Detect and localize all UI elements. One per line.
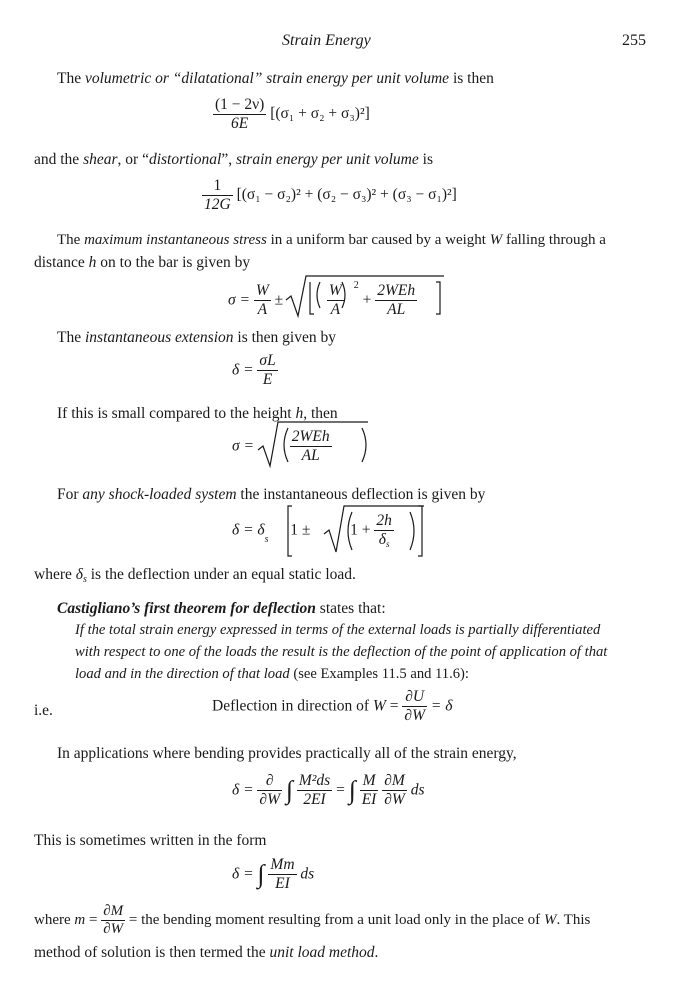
one-plus: 1 + <box>350 521 371 539</box>
castigliano-line-3 <box>75 663 469 686</box>
radical-sign <box>258 420 370 470</box>
subscript: s <box>386 539 390 549</box>
numerator: 2WEh <box>291 428 330 445</box>
equals-delta: = δ <box>430 697 453 715</box>
denominator: AL <box>375 300 417 319</box>
variable: W <box>543 912 557 928</box>
text: If this is small compared to the height <box>57 405 296 422</box>
numerator: ∂M <box>384 772 405 789</box>
fraction <box>402 688 427 725</box>
denominator: A <box>254 300 271 319</box>
castigliano-line-2 <box>75 641 607 664</box>
emph-text: distortional <box>148 151 222 168</box>
paragraph-static-load <box>34 563 356 586</box>
denominator: ∂W <box>384 791 405 808</box>
numerator: 1 <box>213 177 222 194</box>
running-title: Strain Energy <box>282 32 371 49</box>
numerator: ∂M <box>103 903 124 919</box>
one-plus-minus: 1 ± <box>290 521 311 539</box>
variable: δ <box>75 566 83 583</box>
emph-text: unit load method <box>269 944 375 961</box>
lhs: δ = <box>232 361 254 379</box>
text: is the deflection under an equal static load. <box>86 566 356 583</box>
fraction <box>254 282 271 319</box>
paragraph-where-m <box>34 903 590 938</box>
fraction <box>297 772 332 809</box>
fraction <box>360 772 379 809</box>
emph-text: strain energy per unit volume <box>235 151 419 168</box>
variable: W <box>489 232 503 248</box>
plus: + <box>362 291 372 309</box>
integral-sign: ∫ <box>348 775 356 805</box>
denominator: AL <box>290 446 332 465</box>
theorem-text: If the total strain energy expressed in terms of the external loads is partially differentiated <box>75 622 601 638</box>
denominator: 6E <box>213 114 266 133</box>
text: This is sometimes written in the form <box>34 832 267 849</box>
text: where <box>34 912 75 928</box>
emph-text: volumetric or “dilatational” strain energy per unit volume <box>84 70 450 87</box>
denominator: E <box>257 370 277 389</box>
lhs: δ = <box>232 865 254 883</box>
numerator: Mm <box>270 856 295 873</box>
subscript: s <box>82 574 87 585</box>
numerator: 2h <box>376 512 392 529</box>
paragraph-method <box>34 941 378 964</box>
equation-volumetric <box>213 96 370 133</box>
equation-castigliano <box>212 688 452 725</box>
integral-sign: ∫ <box>285 775 293 805</box>
text: The <box>57 70 85 87</box>
fraction <box>202 177 233 214</box>
text: and the <box>34 151 84 168</box>
ds: ds <box>410 781 425 799</box>
text: For <box>57 486 83 503</box>
numerator: ∂ <box>265 772 274 789</box>
numerator: 2WEh <box>377 281 416 299</box>
numerator: ∂U <box>405 688 425 705</box>
theorem-text: load and in the direction of that load <box>75 666 290 682</box>
denominator: A <box>327 300 344 319</box>
emph-text: instantaneous extension <box>84 329 234 346</box>
text: the instantaneous deflection is given by <box>236 486 486 503</box>
text: . This <box>556 912 591 928</box>
fraction <box>268 856 296 893</box>
ds: ds <box>300 865 315 883</box>
text: , or “ <box>117 151 149 168</box>
text: In applications where bending provides practically all of the strain energy, <box>57 745 517 762</box>
text: on to the bar is given by <box>96 254 251 271</box>
page-number: 255 <box>622 32 646 49</box>
numerator: M²ds <box>298 772 331 789</box>
equation-body: [(σ₁ + σ₂ + σ₃)²] <box>270 105 370 123</box>
equation-unit-load <box>232 856 314 893</box>
numerator: σL <box>259 352 276 369</box>
denominator: 12G <box>204 196 231 213</box>
numerator: M <box>362 772 376 789</box>
exponent: 2 <box>353 280 359 291</box>
text: method of solution is then termed the <box>34 944 270 961</box>
variable: W <box>372 697 386 715</box>
text: is <box>418 151 433 168</box>
text: , then <box>303 405 338 422</box>
denominator: ∂W <box>103 921 124 937</box>
paragraph-volumetric <box>57 67 494 90</box>
fraction <box>257 352 277 389</box>
numerator: W <box>255 281 269 299</box>
text: falling through a <box>502 232 606 248</box>
paragraph-bending <box>57 742 517 765</box>
plus-minus: ± <box>274 291 284 309</box>
text: in a uniform bar caused by a weight <box>266 232 490 248</box>
text: . <box>374 944 379 961</box>
fraction <box>101 903 125 938</box>
text: states that: <box>315 600 386 617</box>
lhs: σ = <box>232 437 254 455</box>
ie-label: i.e. <box>34 702 53 719</box>
paragraph-max-stress <box>57 229 606 252</box>
integral-sign: ∫ <box>257 859 265 889</box>
text: Deflection in direction of <box>212 697 373 715</box>
text: is then given by <box>233 329 336 346</box>
equals: = <box>336 781 345 799</box>
paragraph-shear <box>34 148 433 171</box>
subscript: s <box>264 534 269 546</box>
text: distance <box>34 254 89 271</box>
castigliano-line-1 <box>75 619 600 642</box>
text: = the bending moment resulting from a unit load only in the place of <box>128 912 544 928</box>
fraction <box>213 96 266 133</box>
emph-text: maximum instantaneous stress <box>84 232 267 248</box>
equation-extension <box>232 352 278 389</box>
lhs: σ = <box>228 291 250 309</box>
paragraph-max-stress-line2 <box>34 251 250 274</box>
emph-text: shear <box>83 151 118 168</box>
radical-sign <box>286 274 446 320</box>
delta: δ <box>378 531 387 548</box>
text: (see Examples 11.5 and 11.6): <box>289 666 469 682</box>
text: The <box>57 232 85 248</box>
denominator: ∂W <box>259 791 280 808</box>
denominator: 2EI <box>297 790 332 809</box>
theorem-title: Castigliano’s first theorem for deflection <box>57 600 316 617</box>
denominator: EI <box>268 874 296 893</box>
variable: h <box>295 405 304 422</box>
lhs: δ = δ <box>232 521 265 539</box>
text: where <box>34 566 76 583</box>
paragraph-form <box>34 829 266 852</box>
text: The <box>57 329 85 346</box>
numerator: W <box>328 281 342 299</box>
text: ”, <box>221 151 236 168</box>
equals: = <box>89 912 98 928</box>
theorem-text: with respect to one of the loads the result is the deflection of the point of application of that <box>75 644 608 660</box>
radical-and-brackets <box>286 502 426 560</box>
denominator: EI <box>361 791 377 808</box>
variable: m <box>74 912 86 928</box>
equation-bending <box>232 772 424 809</box>
castigliano-heading <box>57 597 386 620</box>
equation-shear <box>202 177 457 214</box>
denominator: ∂W <box>404 707 425 724</box>
equals: = <box>389 697 399 715</box>
fraction <box>382 772 407 809</box>
numerator: (1 − 2ν) <box>215 96 265 113</box>
lhs: δ = <box>232 781 254 799</box>
fraction <box>257 772 282 809</box>
text: is then <box>449 70 494 87</box>
equation-body: [(σ₁ − σ₂)² + (σ₂ − σ₃)² + (σ₃ − σ₁)²] <box>236 186 457 204</box>
paragraph-extension <box>57 326 336 349</box>
emph-text: any shock-loaded system <box>82 486 237 503</box>
variable: h <box>88 254 97 271</box>
